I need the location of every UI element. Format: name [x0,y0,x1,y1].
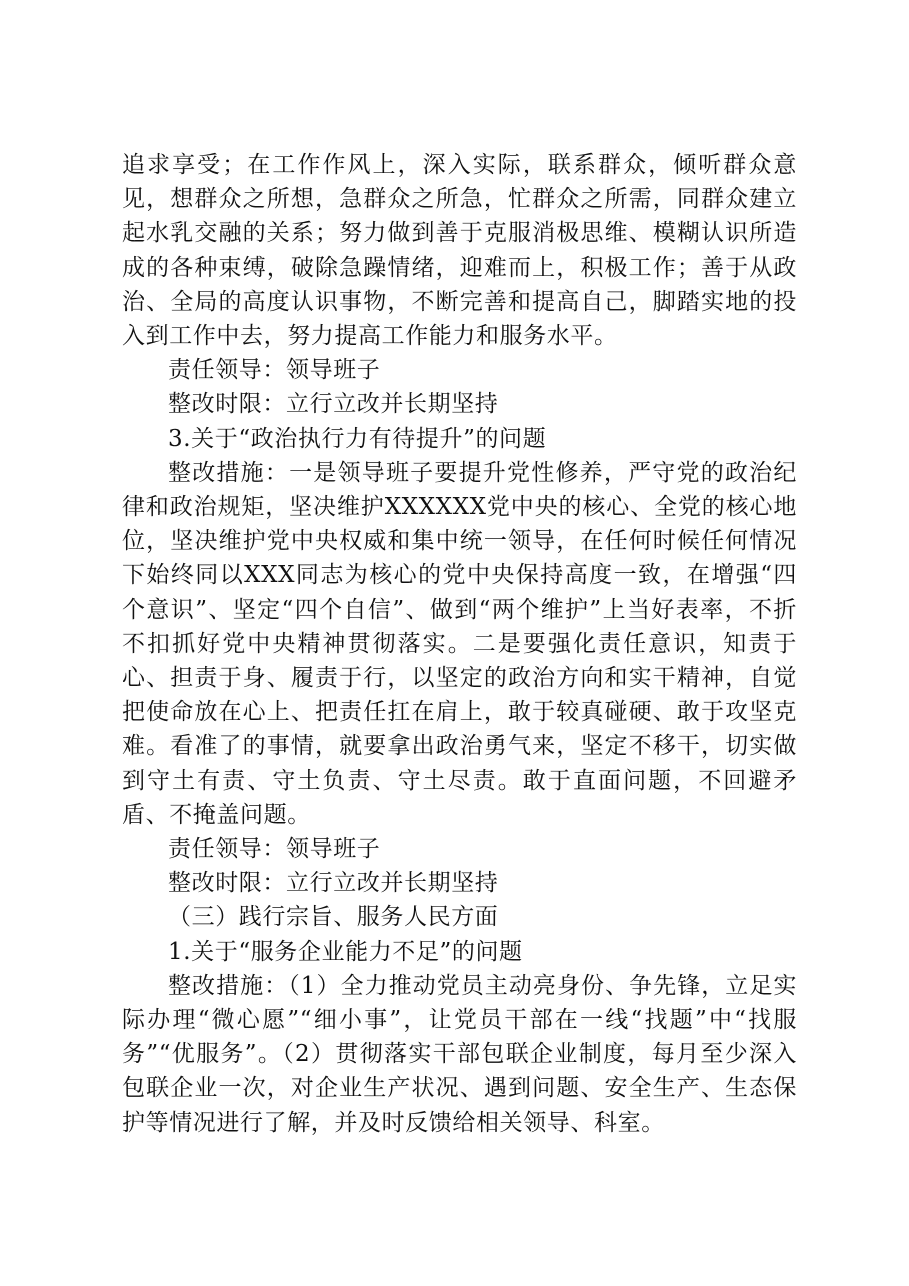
paragraph-continued-work-style: 追求享受；在工作作风上，深入实际，联系群众，倾听群众意见，想群众之所想，急群众之所急，忙群众之所需，同群众建立起水乳交融的关系；努力做到善于克服消极思维、模糊认识所造成的各种束缚，破除急躁情绪，迎难而上，积极工作；善于从政治、全局的高度认识事物，不断完善和提高自己，脚踏实地的投入到工作中去，努力提高工作能力和服务水平。 [122,152,797,350]
issue-heading-serve-enterprises: 1.关于“服务企业能力不足”的问题 [168,938,523,965]
paragraph-enterprise-service-measures: 整改措施：（1）全力推动党员主动亮身份、争先锋，立足实际办理“微心愿”“细小事”，让党员干部在一线“找题”中“找服务”“优服务”。（2）贯彻落实干部包联企业制度，每月至少深入包联企业一次，对企业生产状况、遇到问题、安全生产、生态保护等情况进行了解，并及时反馈给相关领导、科室。 [122,972,797,1136]
rectification-deadline-line: 整改时限：立行立改并长期坚持 [168,391,499,418]
issue-heading-political-execution: 3.关于“政治执行力有待提升”的问题 [168,425,547,452]
document-body [122,148,797,1140]
responsible-leader-line: 责任领导：领导班子 [168,357,381,384]
rectification-deadline-line: 整改时限：立行立改并长期坚持 [168,870,499,897]
paragraph-rectification-measures: 整改措施：一是领导班子要提升党性修养，严守党的政治纪律和政治规矩，坚决维护XXXXXX党中央的核心、全党的核心地位，坚决维护党中央权威和集中统一领导，在任何时候任何情况下始终同以XXX同志为核心的党中央保持高度一致，在增强“四个意识”、坚定“四个自信”、做到“两个维护”上当好表率，不折不扣抓好党中央精神贯彻落实。二是要强化责任意识，知责于心、担责于身、履责于行，以坚定的政治方向和实干精神，自觉把使命放在心上、把责任扛在肩上，敢于较真碰硬、敢于攻坚克难。看准了的事情，就要拿出政治勇气来，坚定不移干，切实做到守土有责、守土负责、守土尽责。敢于直面问题，不回避矛盾、不掩盖问题。 [122,459,797,828]
responsible-leader-line: 责任领导：领导班子 [168,836,381,863]
section-heading-serve-people: （三）践行宗旨、服务人民方面 [168,904,499,931]
